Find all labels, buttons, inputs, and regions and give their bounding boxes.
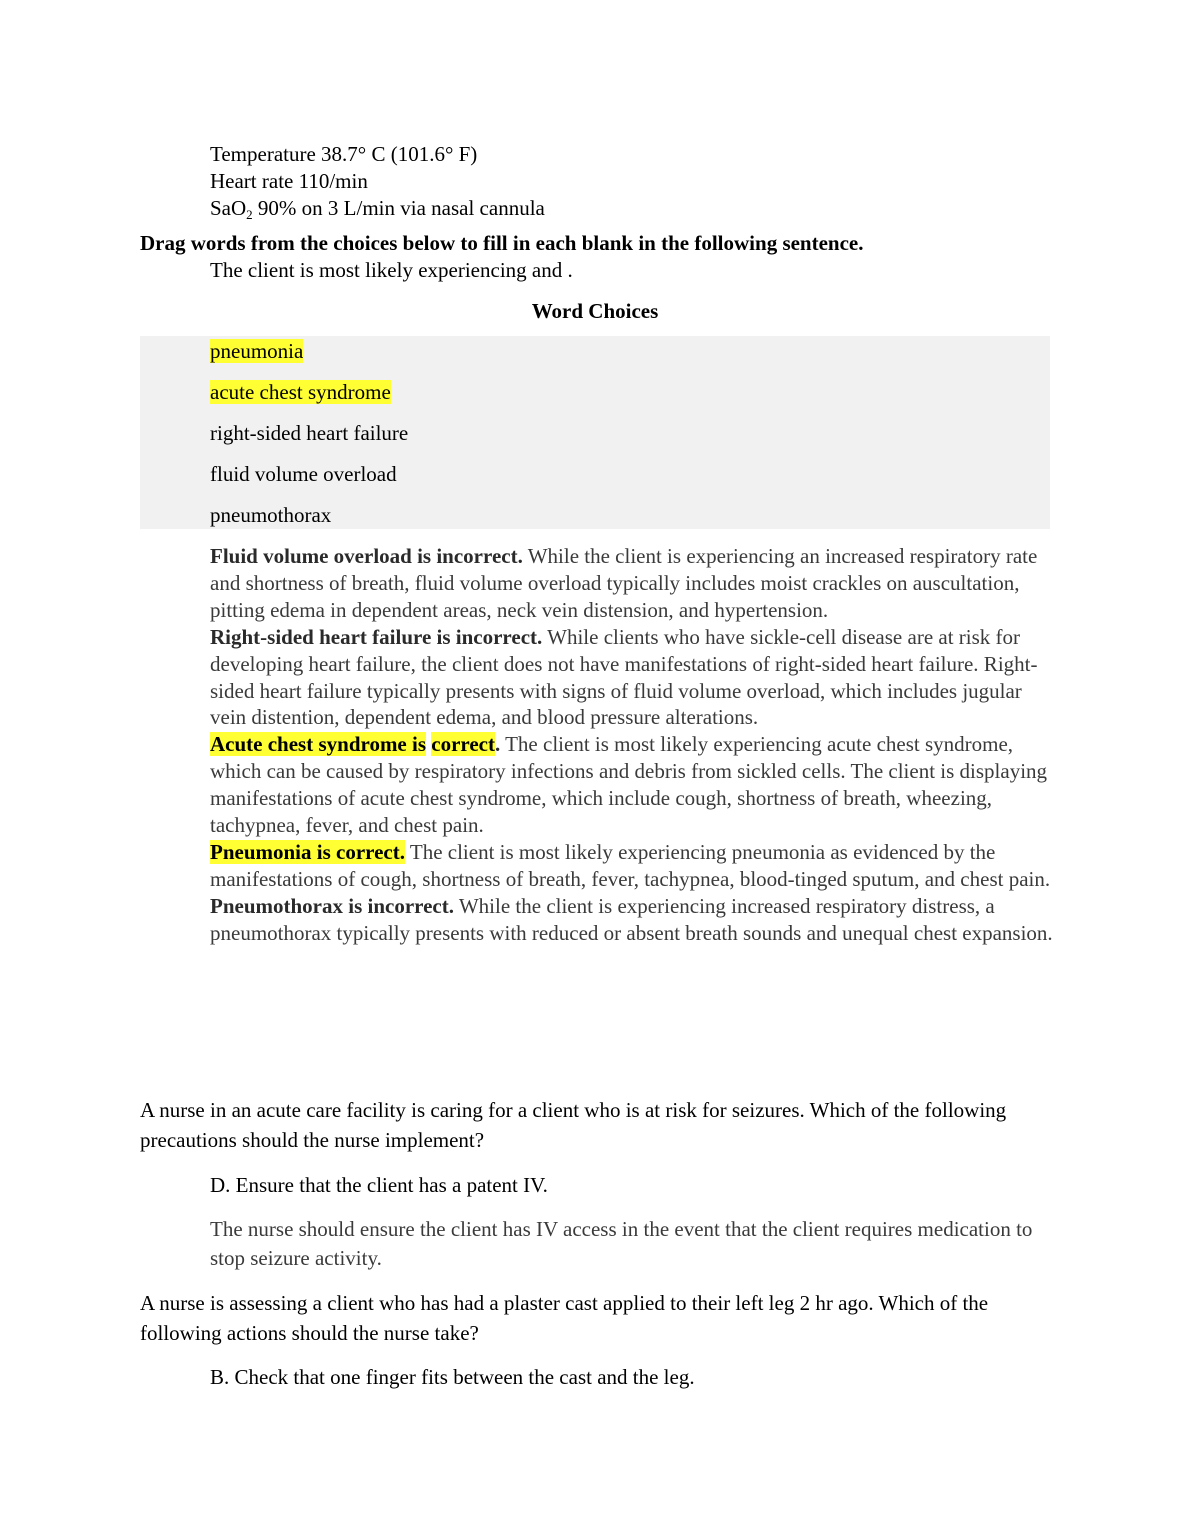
sao2-prefix: SaO — [210, 196, 247, 220]
rationale-fluid-volume-overload: Fluid volume overload is incorrect. While the client is experiencing an increased respiratory rate and shortness of breath, fluid volume overload typically includes moist crackles on auscultation, pitting edema in dependent areas, neck vein distension, and hypertension. — [210, 544, 1038, 622]
sao2-rest: 90% on 3 L/min via nasal cannula — [252, 196, 545, 220]
word-choices-title: Word Choices — [531, 299, 659, 323]
vital-heart-rate: Heart rate 110/min — [210, 169, 368, 193]
word-choice-fluid-volume-overload[interactable]: fluid volume overload — [210, 462, 397, 486]
vital-sao2 — [210, 195, 545, 224]
rationales — [210, 543, 1055, 947]
answer-seizure-precautions: D. Ensure that the client has a patent IV. — [210, 1173, 548, 1197]
rationale-acute-chest-syndrome: Acute chest syndrome is correct. The client is most likely experiencing acute chest syndrome, which can be caused by respiratory infections and debris from sickled cells. The client is displaying manifestations of acute chest syndrome, which include cough, shortness of breath, wheezing, tachypnea, fever, and chest pain. — [210, 732, 1048, 838]
question-seizure-precautions: A nurse in an acute care facility is caring for a client who is at risk for seizures. Which of the following precautions should the nurse implement? — [140, 1098, 1007, 1152]
question-plaster-cast: A nurse is assessing a client who has had a plaster cast applied to their left leg 2 hr ago. Which of the following actions should the nurse take? — [140, 1291, 989, 1345]
explanation-seizure-precautions: The nurse should ensure the client has IV access in the event that the client requires medication to stop seizure activity. — [210, 1217, 1033, 1270]
rationale-pneumonia: Pneumonia is correct. The client is most likely experiencing pneumonia as evidenced by the manifestations of cough, shortness of breath, fever, tachypnea, blood-tinged sputum, and chest pain. — [210, 839, 1051, 891]
vital-temperature: Temperature 38.7° C (101.6° F) — [210, 142, 478, 166]
word-choice-acute-chest-syndrome[interactable]: acute chest syndrome — [210, 380, 391, 404]
rationale-pneumothorax: Pneumothorax is incorrect. While the client is experiencing increased respiratory distress, a pneumothorax typically presents with reduced or absent breath sounds and unequal chest expansion. — [210, 893, 1053, 945]
drag-instruction: Drag words from the choices below to fill in each blank in the following sentence. — [140, 231, 864, 255]
answer-plaster-cast: B. Check that one finger fits between the cast and the leg. — [210, 1365, 695, 1389]
word-choice-pneumothorax[interactable]: pneumothorax — [210, 503, 332, 527]
sao2-subscript: 2 — [246, 207, 253, 222]
rationale-right-sided-heart-failure: Right-sided heart failure is incorrect. While clients who have sickle-cell disease are at risk for developing heart failure, the client does not have manifestations of right-sided heart failure. Right-sided heart failure typically presents with signs of fluid volume overload, which includes jugular vein distention, dependent edema, and blood pressure alterations. — [210, 624, 1038, 730]
word-choice-pneumonia[interactable]: pneumonia — [210, 339, 304, 363]
fill-blank-sentence: The client is most likely experiencing and . — [210, 258, 573, 282]
word-choice-right-sided-heart-failure[interactable]: right-sided heart failure — [210, 421, 409, 445]
